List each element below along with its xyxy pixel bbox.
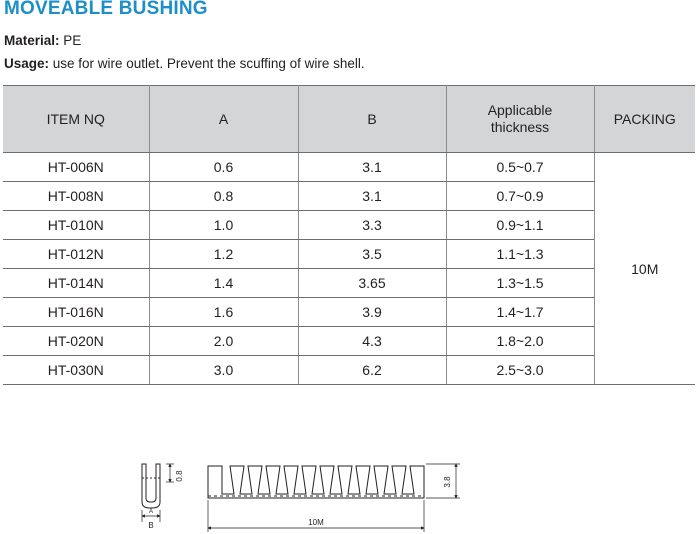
- bushing-technical-drawing: [130, 452, 470, 532]
- cell-b: 3.1: [298, 153, 446, 182]
- material-line: [4, 33, 81, 48]
- page-title: MOVEABLE BUSHING: [4, 0, 208, 19]
- cell-a: 1.4: [149, 269, 298, 298]
- cell-a: 1.0: [149, 211, 298, 240]
- profile-height-dimension: [166, 464, 174, 482]
- table-row: [3, 269, 695, 298]
- table-row: [3, 153, 695, 182]
- cell-b: 3.1: [298, 182, 446, 211]
- strip-length-label: 10M: [308, 518, 324, 527]
- table-row: [3, 356, 695, 385]
- cell-b: 3.5: [298, 240, 446, 269]
- strip-side-view: [208, 466, 424, 498]
- cell-a: 1.6: [149, 298, 298, 327]
- cell-item: HT-030N: [3, 356, 149, 385]
- profile-a-label: A: [148, 509, 154, 515]
- table-row: [3, 327, 695, 356]
- cell-b: 3.65: [298, 269, 446, 298]
- cell-item: HT-014N: [3, 269, 149, 298]
- cell-a: 3.0: [149, 356, 298, 385]
- u-profile-cross-section: [142, 464, 160, 508]
- header-a: A: [149, 86, 298, 153]
- usage-line: [4, 56, 365, 71]
- header-item-no: ITEM NQ: [3, 86, 149, 153]
- table-header-row: [3, 86, 695, 153]
- cell-thickness: 2.5~3.0: [446, 356, 594, 385]
- cell-item: HT-012N: [3, 240, 149, 269]
- usage-value: use for wire outlet. Prevent the scuffing of wire shell.: [49, 56, 365, 71]
- table-row: [3, 211, 695, 240]
- usage-label: Usage:: [4, 56, 50, 71]
- header-packing: PACKING: [594, 86, 695, 153]
- cell-thickness: 1.8~2.0: [446, 327, 594, 356]
- strip-length-dimension: [208, 500, 424, 532]
- cell-b: 4.3: [298, 327, 446, 356]
- cell-a: 1.2: [149, 240, 298, 269]
- cell-item: HT-016N: [3, 298, 149, 327]
- strip-height-label: 3.8: [443, 476, 452, 488]
- cell-a: 2.0: [149, 327, 298, 356]
- material-value: PE: [59, 33, 82, 48]
- cell-thickness: 0.5~0.7: [446, 153, 594, 182]
- profile-height-label: 0.8: [175, 470, 184, 482]
- header-thickness-line2: thickness: [490, 119, 550, 135]
- cell-item: HT-020N: [3, 327, 149, 356]
- table-row: [3, 298, 695, 327]
- cell-a: 0.8: [149, 182, 298, 211]
- cell-a: 0.6: [149, 153, 298, 182]
- header-b: B: [298, 86, 446, 153]
- header-thickness-line1: Applicable: [487, 102, 553, 118]
- cell-thickness: 0.9~1.1: [446, 211, 594, 240]
- cell-b: 6.2: [298, 356, 446, 385]
- cell-b: 3.3: [298, 211, 446, 240]
- cell-item: HT-010N: [3, 211, 149, 240]
- table-row: [3, 240, 695, 269]
- spec-table: [3, 85, 695, 385]
- cell-item: HT-008N: [3, 182, 149, 211]
- header-applicable-thickness: [446, 86, 594, 153]
- cell-item: HT-006N: [3, 153, 149, 182]
- cell-thickness: 1.4~1.7: [446, 298, 594, 327]
- profile-width-label: B: [148, 521, 154, 530]
- cell-thickness: 0.7~0.9: [446, 182, 594, 211]
- cell-b: 3.9: [298, 298, 446, 327]
- cell-thickness: 1.1~1.3: [446, 240, 594, 269]
- cell-packing: 10M: [594, 153, 695, 385]
- material-label: Material:: [4, 33, 60, 48]
- cell-thickness: 1.3~1.5: [446, 269, 594, 298]
- table-row: [3, 182, 695, 211]
